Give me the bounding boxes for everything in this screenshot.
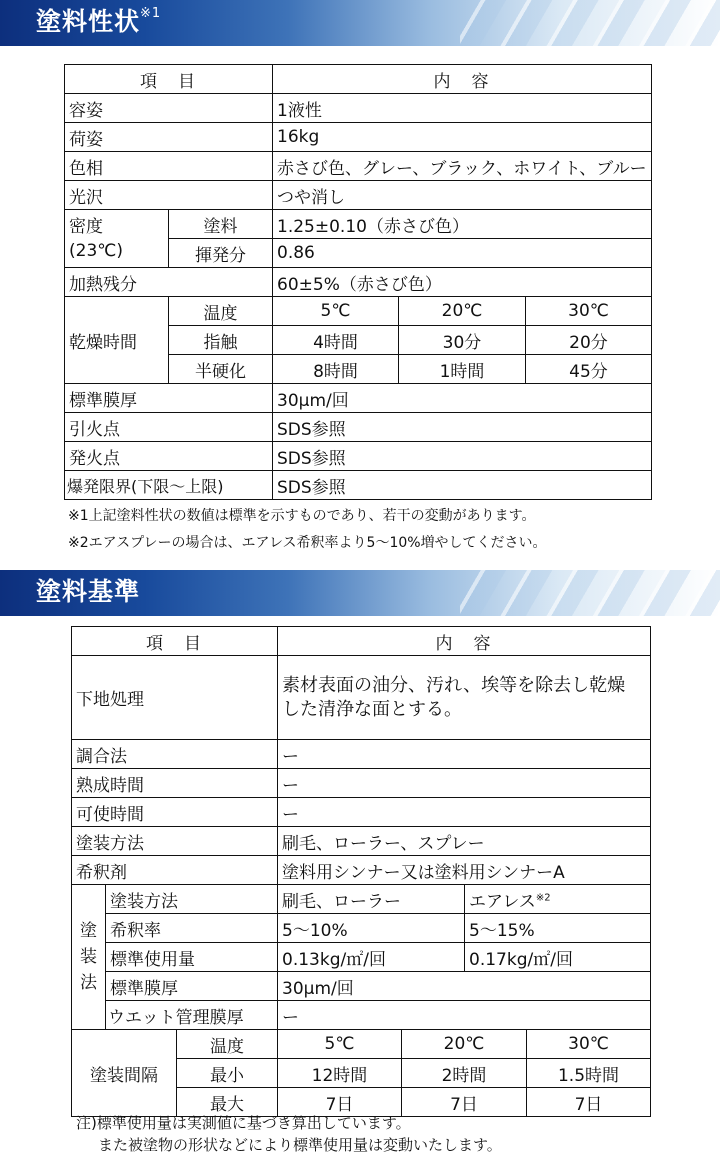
row-value: 塗料用シンナー又は塗料用シンナーA bbox=[278, 856, 651, 885]
temp-cell: 30℃ bbox=[526, 297, 652, 326]
row-value: 1.25±0.10（赤さび色） bbox=[273, 210, 652, 239]
row-label: 希釈剤 bbox=[72, 856, 278, 885]
section1-note-2: ※2エアスプレーの場合は、エアレス希釈率より5〜10%増やしてください。 bbox=[68, 535, 547, 551]
row-value: 0.13kg/㎡/回 bbox=[278, 943, 465, 972]
time-cell: 7日 bbox=[278, 1088, 402, 1117]
row-label: 塗装方法 bbox=[72, 827, 278, 856]
row-value: 5〜10% bbox=[278, 914, 465, 943]
density-label bbox=[65, 210, 169, 268]
section1-title: 塗料性状$^{※1}$ bbox=[36, 6, 162, 36]
row-value: 1液性 bbox=[273, 94, 652, 123]
temp-cell: 20℃ bbox=[402, 1030, 527, 1059]
row-label: 爆発限界(下限〜上限) bbox=[65, 471, 273, 500]
section1-note-1: ※1上記塗料性状の数値は標準を示すものであり、若干の変動があります。 bbox=[68, 508, 536, 524]
time-cell: 4時間 bbox=[273, 326, 399, 355]
row-label: 熟成時間 bbox=[72, 769, 278, 798]
time-cell: 12時間 bbox=[278, 1059, 402, 1088]
temp-cell: 5℃ bbox=[278, 1030, 402, 1059]
row-sublabel: 最小 bbox=[177, 1059, 278, 1088]
row-value bbox=[465, 885, 651, 914]
section2-note-2: また被塗物の形状などにより標準使用量は変動いたします。 bbox=[98, 1136, 502, 1154]
row-value: 赤さび色、グレー、ブラック、ホワイト、ブルー bbox=[273, 152, 652, 181]
row-sublabel: 最大 bbox=[177, 1088, 278, 1117]
row-label: 発火点 bbox=[65, 442, 273, 471]
row-value: 30μm/回 bbox=[273, 384, 652, 413]
row-value: SDS参照 bbox=[273, 442, 652, 471]
row-label: 加熱残分 bbox=[65, 268, 273, 297]
time-cell: 1.5時間 bbox=[527, 1059, 651, 1088]
row-label: 下地処理 bbox=[72, 656, 278, 740]
row-value: 素材表面の油分、汚れ、埃等を除去し乾燥した清浄な面とする。 bbox=[278, 656, 651, 740]
row-sublabel: 温度 bbox=[169, 297, 273, 326]
row-sublabel: 標準膜厚 bbox=[106, 972, 278, 1001]
row-value: 60±5%（赤さび色） bbox=[273, 268, 652, 297]
header-content: 内 容 bbox=[278, 627, 651, 656]
row-label: 可使時間 bbox=[72, 798, 278, 827]
row-sublabel: ウエット管理膜厚 bbox=[106, 1001, 278, 1030]
row-sublabel: 標準使用量 bbox=[106, 943, 278, 972]
row-sublabel: 希釈率 bbox=[106, 914, 278, 943]
airless-note-mark: ※2 bbox=[535, 891, 551, 903]
section2-title: 塗料基準 bbox=[36, 577, 141, 606]
drying-time-label: 乾燥時間 bbox=[65, 297, 169, 384]
time-cell: 45分 bbox=[526, 355, 652, 384]
row-value: 0.86 bbox=[273, 239, 652, 268]
row-label: 標準膜厚 bbox=[65, 384, 273, 413]
row-value: ー bbox=[278, 769, 651, 798]
row-sublabel: 塗装方法 bbox=[106, 885, 278, 914]
time-cell: 1時間 bbox=[399, 355, 526, 384]
painting-method-label-text bbox=[72, 918, 105, 996]
row-value: ー bbox=[278, 1001, 651, 1030]
row-sublabel: 指触 bbox=[169, 326, 273, 355]
header-content: 内 容 bbox=[273, 65, 652, 94]
row-value: 30μm/回 bbox=[278, 972, 651, 1001]
section1-title-mark: ※1 bbox=[140, 6, 162, 21]
row-value: SDS参照 bbox=[273, 413, 652, 442]
painting-method-char: 装 bbox=[80, 947, 97, 967]
painting-method-char: 塗 bbox=[80, 921, 97, 941]
section2-banner bbox=[0, 570, 720, 616]
header-item: 項 目 bbox=[72, 627, 278, 656]
row-sublabel: 半硬化 bbox=[169, 355, 273, 384]
temp-cell: 30℃ bbox=[527, 1030, 651, 1059]
paint-properties-table bbox=[64, 64, 652, 500]
time-cell: 30分 bbox=[399, 326, 526, 355]
row-value: ー bbox=[278, 798, 651, 827]
temp-cell: 20℃ bbox=[399, 297, 526, 326]
row-value: ー bbox=[278, 740, 651, 769]
row-value: 5〜15% bbox=[465, 914, 651, 943]
time-cell: 7日 bbox=[402, 1088, 527, 1117]
row-label: 光沢 bbox=[65, 181, 273, 210]
row-value: 0.17kg/㎡/回 bbox=[465, 943, 651, 972]
painting-method-char: 法 bbox=[80, 973, 97, 993]
time-cell: 20分 bbox=[526, 326, 652, 355]
airless-label: エアレス bbox=[469, 891, 536, 912]
coating-interval-label: 塗装間隔 bbox=[72, 1030, 177, 1117]
section2-note-1: 注)標準使用量は実測値に基づき算出しています。 bbox=[76, 1114, 411, 1132]
row-label: 荷姿 bbox=[65, 123, 273, 152]
row-label: 容姿 bbox=[65, 94, 273, 123]
row-value: 刷毛、ローラー bbox=[278, 885, 465, 914]
header-item: 項 目 bbox=[65, 65, 273, 94]
row-value: 16kg bbox=[273, 123, 652, 152]
time-cell: 7日 bbox=[527, 1088, 651, 1117]
row-sublabel: 揮発分 bbox=[169, 239, 273, 268]
row-value: 刷毛、ローラー、スプレー bbox=[278, 827, 651, 856]
painting-method-label bbox=[72, 885, 106, 1030]
density-label-text: 密度 bbox=[69, 216, 103, 237]
row-sublabel: 塗料 bbox=[169, 210, 273, 239]
density-temp: (23℃) bbox=[69, 240, 123, 261]
row-value: つや消し bbox=[273, 181, 652, 210]
row-value: SDS参照 bbox=[273, 471, 652, 500]
row-label: 引火点 bbox=[65, 413, 273, 442]
section1-banner bbox=[0, 0, 720, 46]
row-label: 調合法 bbox=[72, 740, 278, 769]
time-cell: 8時間 bbox=[273, 355, 399, 384]
painting-standards-table bbox=[71, 626, 651, 1117]
time-cell: 2時間 bbox=[402, 1059, 527, 1088]
row-sublabel: 温度 bbox=[177, 1030, 278, 1059]
row-label: 色相 bbox=[65, 152, 273, 181]
temp-cell: 5℃ bbox=[273, 297, 399, 326]
